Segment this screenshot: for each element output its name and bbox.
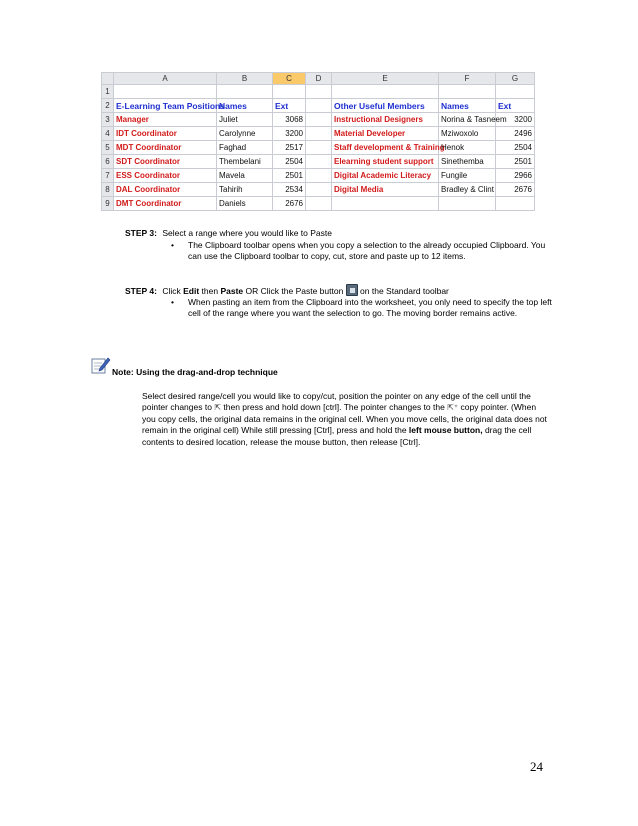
cell-ext: 2517 bbox=[273, 141, 306, 155]
col-header-c: C bbox=[273, 73, 306, 85]
column-header-row bbox=[102, 73, 535, 85]
cell-member-ext: 2966 bbox=[496, 169, 535, 183]
cell-member-name: Henok bbox=[439, 141, 496, 155]
cell-position: MDT Coordinator bbox=[114, 141, 217, 155]
step4-text: Click bbox=[162, 286, 184, 296]
cell-position: DMT Coordinator bbox=[114, 197, 217, 211]
row-number: 5 bbox=[102, 141, 114, 155]
cell-empty bbox=[306, 85, 332, 99]
note-paragraph bbox=[142, 391, 552, 448]
cell-empty bbox=[306, 113, 332, 127]
step4-text: then bbox=[199, 286, 221, 296]
cell-member-ext bbox=[496, 197, 535, 211]
row-number: 1 bbox=[102, 85, 114, 99]
cell-member-name: Bradley & Clint bbox=[439, 183, 496, 197]
step4-line bbox=[125, 284, 449, 297]
col-header-d: D bbox=[306, 73, 332, 85]
step4-text: OR Click the Paste button bbox=[243, 286, 346, 296]
page-number: 24 bbox=[530, 759, 543, 774]
col-header-b: B bbox=[217, 73, 273, 85]
cell-member-name bbox=[439, 197, 496, 211]
cell-empty bbox=[306, 99, 332, 113]
move-pointer-icon: ⇱ bbox=[214, 403, 222, 413]
cell-position: SDT Coordinator bbox=[114, 155, 217, 169]
cell-member-ext: 2501 bbox=[496, 155, 535, 169]
cell-empty bbox=[306, 197, 332, 211]
sheet-row bbox=[102, 155, 535, 169]
cell-ext: 2534 bbox=[273, 183, 306, 197]
row-number: 3 bbox=[102, 113, 114, 127]
cell-empty bbox=[306, 183, 332, 197]
step3-bullet: The Clipboard toolbar opens when you copy a selection to the already occupied Clipboard. You can use the Clipboard toolbar to copy, cut, store and paste up to 12 items. bbox=[188, 240, 546, 262]
cell-member-ext bbox=[496, 85, 535, 99]
row-number: 7 bbox=[102, 169, 114, 183]
cell-position: Manager bbox=[114, 113, 217, 127]
cell-member: Instructional Designers bbox=[332, 113, 439, 127]
bullet-icon: • bbox=[171, 240, 174, 250]
cell-name: Names bbox=[217, 99, 273, 113]
cell-ext: 2501 bbox=[273, 169, 306, 183]
corner-cell bbox=[102, 73, 114, 85]
copy-pointer-icon: ⇱⁺ bbox=[447, 403, 459, 413]
cell-member-name bbox=[439, 85, 496, 99]
step3-text: Select a range where you would like to Paste bbox=[162, 228, 332, 238]
cell-position: ESS Coordinator bbox=[114, 169, 217, 183]
cell-member-ext: 2504 bbox=[496, 141, 535, 155]
cell-empty bbox=[306, 141, 332, 155]
cell-position bbox=[114, 85, 217, 99]
col-header-g: G bbox=[496, 73, 535, 85]
cell-member-name: Sinethemba bbox=[439, 155, 496, 169]
paste-button-icon bbox=[346, 284, 358, 296]
bullet-icon: • bbox=[171, 297, 174, 307]
cell-member-name: Mziwoxolo bbox=[439, 127, 496, 141]
sheet-row bbox=[102, 127, 535, 141]
row-number: 6 bbox=[102, 155, 114, 169]
cell-name: Faghad bbox=[217, 141, 273, 155]
cell-empty bbox=[306, 127, 332, 141]
cell-empty bbox=[306, 155, 332, 169]
note-title: Note: Using the drag-and-drop technique bbox=[112, 367, 278, 377]
cell-member: Digital Media bbox=[332, 183, 439, 197]
cell-ext: 2676 bbox=[273, 197, 306, 211]
step4-bullet: When pasting an item from the Clipboard into the worksheet, you only need to specify the top left cell of the range where you want the selection to go. The moving border remains active. bbox=[188, 297, 552, 319]
step3-label: STEP 3: bbox=[125, 228, 157, 238]
cell-member-ext: 2496 bbox=[496, 127, 535, 141]
note-pencil-icon bbox=[91, 356, 111, 374]
cell-member: Staff development & Training bbox=[332, 141, 439, 155]
col-header-f: F bbox=[439, 73, 496, 85]
col-header-a: A bbox=[114, 73, 217, 85]
row-number: 4 bbox=[102, 127, 114, 141]
cell-ext: 3200 bbox=[273, 127, 306, 141]
cell-member-name: Norina & Tasneem bbox=[439, 113, 496, 127]
cell-member-ext: 2676 bbox=[496, 183, 535, 197]
left-mouse-button-text: left mouse button, bbox=[408, 425, 483, 436]
cell-member-name: Fungile bbox=[439, 169, 496, 183]
cell-position: E-Learning Team Positions bbox=[114, 99, 217, 113]
step3-line bbox=[125, 228, 332, 239]
cell-position: IDT Coordinator bbox=[114, 127, 217, 141]
step4-text: on the Standard toolbar bbox=[357, 286, 449, 296]
cell-member: Elearning student support bbox=[332, 155, 439, 169]
row-number: 8 bbox=[102, 183, 114, 197]
step4-label: STEP 4: bbox=[125, 286, 157, 296]
cell-name bbox=[217, 85, 273, 99]
note-text: then press and hold down [ctrl]. The pointer changes to the bbox=[221, 402, 448, 413]
cell-empty bbox=[306, 169, 332, 183]
note-text: drag the cell contents to desired location, release the mouse button, then release [Ctrl]. bbox=[142, 425, 532, 447]
cell-name: Daniels bbox=[217, 197, 273, 211]
row-number: 9 bbox=[102, 197, 114, 211]
sheet-row bbox=[102, 197, 535, 211]
edit-menu-name: Edit bbox=[183, 286, 200, 296]
cell-ext: 3068 bbox=[273, 113, 306, 127]
sheet-row bbox=[102, 141, 535, 155]
sheet-row bbox=[102, 85, 535, 99]
note-text: Select desired range/cell you would like to copy/cut, position the pointer on any edge of the cell until the pointer changes to bbox=[142, 391, 531, 413]
cell-member-ext: 3200 bbox=[496, 113, 535, 127]
cell-member-ext: Ext bbox=[496, 99, 535, 113]
cell-member: Digital Academic Literacy bbox=[332, 169, 439, 183]
cell-name: Carolynne bbox=[217, 127, 273, 141]
cell-name: Mavela bbox=[217, 169, 273, 183]
cell-member bbox=[332, 197, 439, 211]
col-header-e: E bbox=[332, 73, 439, 85]
sheet-row bbox=[102, 169, 535, 183]
cell-member: Other Useful Members bbox=[332, 99, 439, 113]
cell-ext: 2504 bbox=[273, 155, 306, 169]
cell-ext bbox=[273, 85, 306, 99]
cell-ext: Ext bbox=[273, 99, 306, 113]
cell-member bbox=[332, 85, 439, 99]
spreadsheet-excerpt bbox=[101, 72, 535, 211]
note-text: copy pointer. (When you copy cells, the original data remains in the original cell. When you move cells, the original data does not remain in the original cell) While still pressing [Ctrl], press and hold the bbox=[142, 402, 547, 436]
cell-name: Juliet bbox=[217, 113, 273, 127]
cell-member-name: Names bbox=[439, 99, 496, 113]
sheet-row bbox=[102, 113, 535, 127]
cell-name: Thembelani bbox=[217, 155, 273, 169]
cell-name: Tahirih bbox=[217, 183, 273, 197]
sheet-row bbox=[102, 99, 535, 113]
row-number: 2 bbox=[102, 99, 114, 113]
sheet-row bbox=[102, 183, 535, 197]
paste-command-name: Paste bbox=[220, 286, 244, 296]
cell-position: DAL Coordinator bbox=[114, 183, 217, 197]
cell-member: Material Developer bbox=[332, 127, 439, 141]
